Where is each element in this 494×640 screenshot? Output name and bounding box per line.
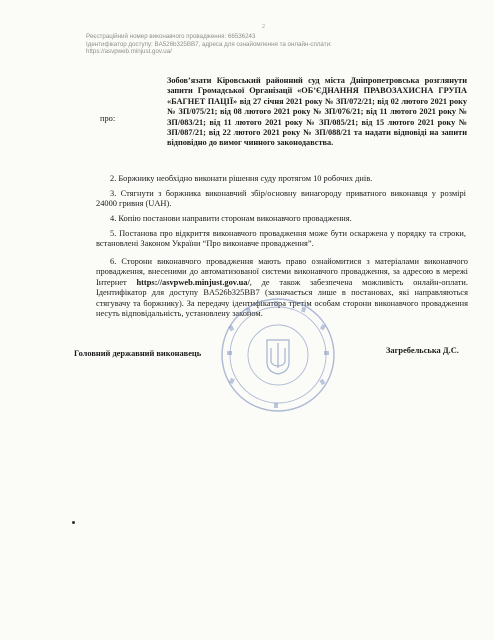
subject-text: Зобов’язати Кіровський районний суд міста Дніпропетровська розглянути запити Громадської Організації «ОБ’ЄДНАННЯ ПРАВОЗАХИСНА ГРУПА «БАГНЕТ ПАЦІЇ» від 27 січня 2021 року № ЗП/072/21; від 02 лютого 2021 року № ЗП/075/21; від 08 лютого 2021 року № ЗП/076/21; від 11 лютого 2021 року № ЗП/083/21; від 11 лютого 2021 року № ЗП/085/21; від 15 лютого 2021 року № ЗП/087/21; від 22 лютого 2021 року № ЗП/088/21 та надати відповіді на запити відповідно до вимог чинного законодавства. <box>167 76 467 148</box>
asvp-url: https://asvpweb.minjust.gov.ua/ <box>136 277 250 287</box>
paragraph-6-part2: , де також забезпечена можливість онлайн-оплати. Ідентифікатор для доступу BA526b325BB7 (зазначається лише в постановах, які направляються стягувачу та боржнику). За передачу ідентифікатора третім особам сторони виконавчого провадження несуть відповідальність, установлену законом. <box>96 277 468 319</box>
paragraph-3: 3. Стягнути з боржника виконавчий збір/основну винагороду приватного виконавця у розмірі 24000 гривня (UAH). <box>96 189 466 209</box>
signer-name: Загребельська Д.С. <box>386 346 459 355</box>
signer-position: Головний державний виконавець <box>74 349 202 358</box>
subject-label: про: <box>100 114 116 123</box>
page-mark <box>72 521 75 524</box>
official-seal-icon <box>219 296 337 414</box>
portal-url-line: https://asvpweb.minjust.gov.ua/ <box>86 48 172 56</box>
paragraph-4: 4. Копію постанови направити сторонам виконавчого провадження. <box>110 214 352 223</box>
access-id-line: Ідентифікатор доступу: BA526b325BB7, адреса для ознайомлення та онлайн-сплати: <box>86 40 332 48</box>
paragraph-6-part1: 6. Сторони виконавчого провадження мають право ознайомитися з матеріалами виконавчого провадження, внесеними до автоматизованої системи виконавчого провадження, за адресою в мережі Інтернет <box>96 257 468 287</box>
registration-number-line: Реєстраційний номер виконавчого провадження: 66536243 <box>86 33 256 40</box>
paragraph-5: 5. Постанова про відкриття виконавчого провадження може бути оскаржена у порядку та строки, встановлені Законом України “Про виконавче провадження”. <box>96 229 466 249</box>
paragraph-2: 2. Боржнику необхідно виконати рішення суду протягом 10 робочих днів. <box>110 174 373 183</box>
registration-header <box>86 33 466 56</box>
page-number: 2 <box>262 24 265 30</box>
